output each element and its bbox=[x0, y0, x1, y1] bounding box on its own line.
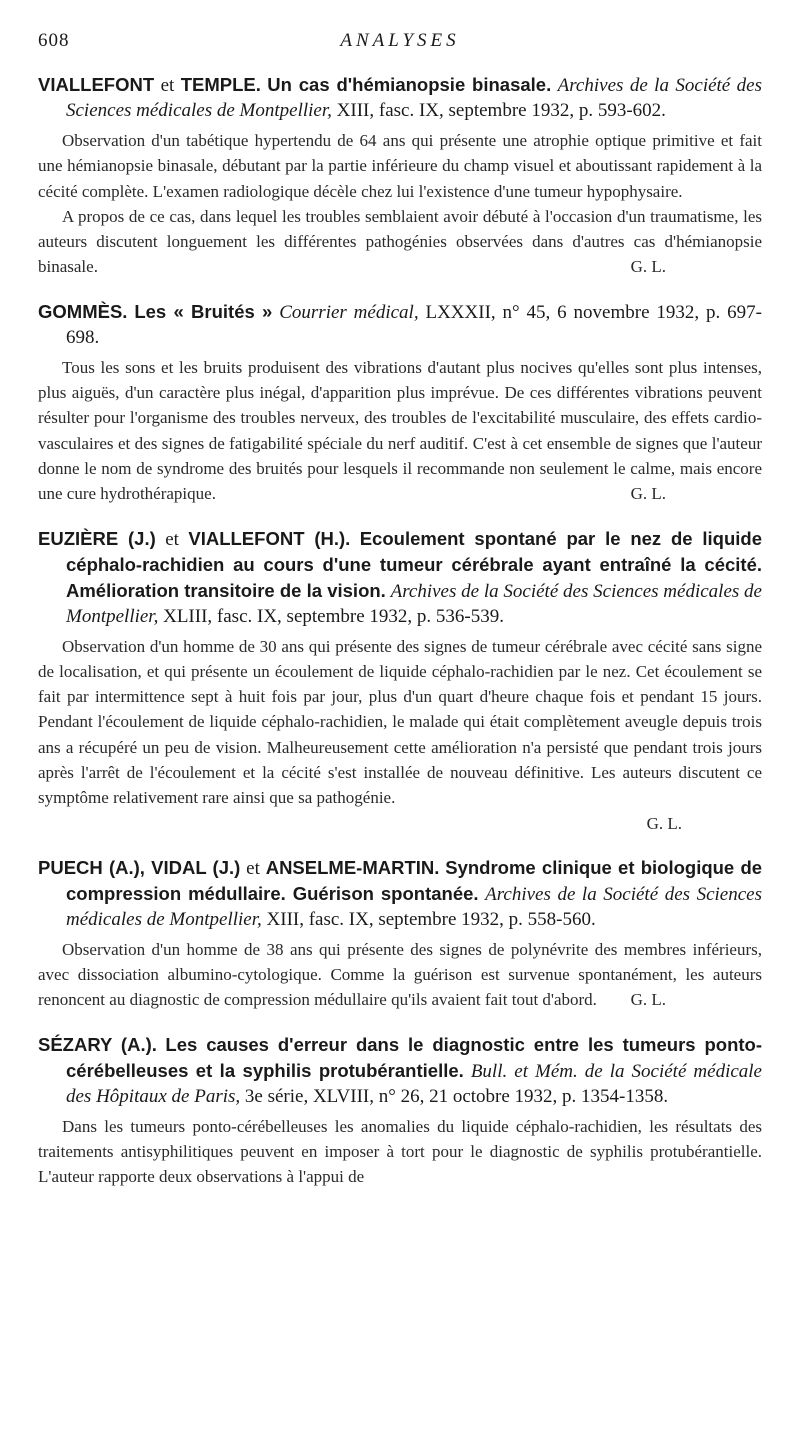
citation bbox=[38, 1032, 762, 1109]
journal-name: Archives de la Société des Sciences médicales de Montpellier, bbox=[66, 580, 762, 627]
journal-name: Courrier médical, bbox=[279, 301, 419, 323]
conjunction: et bbox=[165, 528, 179, 550]
article-title: Les « Bruités » bbox=[134, 300, 273, 322]
page-number: 608 bbox=[38, 30, 70, 51]
summary-paragraph: Observation d'un homme de 30 ans qui présente des signes de tumeur cérébrale avec cécité sans signe de localisation, et qui présente un écoulement de liquide céphalo-rachidien par le nez. Cet écoulement se fait par intermittence sept à huit fois par jour, plus d'un quart d'heure chaque fois et pendant 15 jours. Pendant l'écoulement de liquide céphalo-rachidien, le malade qui était complètement aveugle depuis trois ans a récupéré un peu de vision. Malheureusement cette amélioration n'a persisté que pendant trois jours après l'arrêt de l'écoulement et la cécité s'est installée de nouveau définitive. Les auteurs discutent ce symptôme relativement rare ainsi que sa pathogénie. bbox=[38, 636, 762, 808]
review-entry bbox=[38, 855, 762, 1013]
reviewer-signature: G. L. bbox=[630, 257, 666, 277]
article-title: Ecoulement spontané par le nez de liquide céphalo-rachidien au cours d'une tumeur cérébrale ayant entraîné la cécité. Amélioration transitoire de la vision. bbox=[66, 527, 763, 601]
summary-paragraph bbox=[38, 204, 762, 280]
publication-details: LXXXII, n° 45, 6 novembre 1932, p. 697-698. bbox=[66, 301, 763, 348]
journal-name: Bull. et Mém. de la Société médicale des Hôpitaux de Paris, bbox=[66, 1060, 762, 1107]
authors: ANSELME-MARTIN. bbox=[265, 856, 440, 878]
summary-paragraph bbox=[38, 355, 762, 507]
authors: SÉZARY (A.). bbox=[38, 1033, 157, 1055]
authors: GOMMÈS. bbox=[38, 300, 128, 322]
running-head: ANALYSES bbox=[340, 30, 460, 51]
summary-paragraph: Observation d'un tabétique hypertendu de 64 ans qui présente une atrophie optique primitive et fait une hémianopsie binasale, débutant par la partie inférieure du champ visuel et aboutissant rapidement à la cécité complète. L'examen radiologique décèle chez lui l'existence d'une tumeur hypophysaire. bbox=[38, 131, 762, 201]
conjunction: et bbox=[160, 75, 175, 96]
authors: PUECH (A.), VIDAL (J.) bbox=[38, 856, 241, 878]
publication-details: XIII, fasc. IX, septembre 1932, p. 558-560. bbox=[266, 908, 596, 930]
summary-paragraph: Dans les tumeurs ponto-cérébelleuses les anomalies du liquide céphalo-rachidien, les résultats des traitements antisyphilitiques peuvent en imposer à tort pour le diagnostic de syphilis protubérantielle. L'auteur rapporte deux observations à l'appui de bbox=[38, 1116, 762, 1187]
authors: VIALLEFONT bbox=[38, 74, 155, 95]
publication-details: XLIII, fasc. IX, septembre 1932, p. 536-539. bbox=[163, 605, 504, 627]
reviewer-signature: G. L. bbox=[630, 990, 666, 1010]
authors: VIALLEFONT (H.). bbox=[188, 527, 351, 549]
authors: TEMPLE. bbox=[180, 74, 261, 95]
paragraph-text: Tous les sons et les bruits produisent des vibrations d'autant plus nocives qu'elles sont plus intenses, plus aiguës, d'un caractère plus inégal, d'apparition plus imprévue. De ces différentes vibrations peuvent résulter pour l'organisme des troubles nerveux, des troubles de l'excitabilité musculaire, des effets cardio-vasculaires et des signes de fatigabilité spéciale du nerf auditif. C'est à cet ensemble de signes que l'auteur donne le nom de syndrome des bruités pour lesquels il recommande non seulement le calme, mais encore une cure hydrothérapique. bbox=[38, 357, 762, 504]
citation bbox=[38, 526, 762, 629]
reviewer-signature: G. L. bbox=[646, 813, 682, 833]
citation bbox=[38, 72, 762, 123]
article-title: Les causes d'erreur dans le diagnostic entre les tumeurs ponto-cérébelleuses et la syphilis protubérantielle. bbox=[66, 1033, 762, 1081]
reviewer-signature: G. L. bbox=[630, 484, 666, 504]
journal-name: Archives de la Société des Sciences médicales de Montpellier, bbox=[66, 75, 762, 121]
page-header bbox=[38, 30, 762, 60]
paragraph-text: A propos de ce cas, dans lequel les troubles semblaient avoir débuté à l'occasion d'un traumatisme, les auteurs discutent longuement les différentes pathogénies observées dans d'autres cas d'hémianopsie binasale. bbox=[38, 206, 762, 277]
journal-name: Archives de la Société des Sciences médicales de Montpellier, bbox=[66, 883, 762, 930]
article-title: Un cas d'hémianopsie binasale. bbox=[267, 74, 552, 95]
review-entry bbox=[38, 72, 762, 280]
article-title: Syndrome clinique et biologique de compression médullaire. Guérison spontanée. bbox=[66, 856, 763, 904]
review-entry bbox=[38, 526, 762, 836]
citation bbox=[38, 299, 762, 350]
review-entry bbox=[38, 299, 762, 507]
page-content bbox=[38, 72, 762, 1208]
authors: EUZIÈRE (J.) bbox=[38, 527, 156, 549]
publication-details: 3e série, XLVIII, n° 26, 21 octobre 1932, p. 1354-1358. bbox=[244, 1085, 669, 1107]
summary-paragraph bbox=[38, 937, 762, 1013]
paragraph-text: Observation d'un homme de 38 ans qui présente des signes de polynévrite des membres inférieurs, avec dissociation albumino-cytologique. Comme la guérison est survenue spontanément, les auteurs renoncent au diagnostic de compression médullaire qu'ils avaient fait tout d'abord. bbox=[38, 939, 762, 1010]
citation bbox=[38, 855, 762, 932]
review-entry bbox=[38, 1032, 762, 1190]
publication-details: XIII, fasc. IX, septembre 1932, p. 593-602. bbox=[336, 100, 666, 121]
conjunction: et bbox=[246, 857, 260, 879]
